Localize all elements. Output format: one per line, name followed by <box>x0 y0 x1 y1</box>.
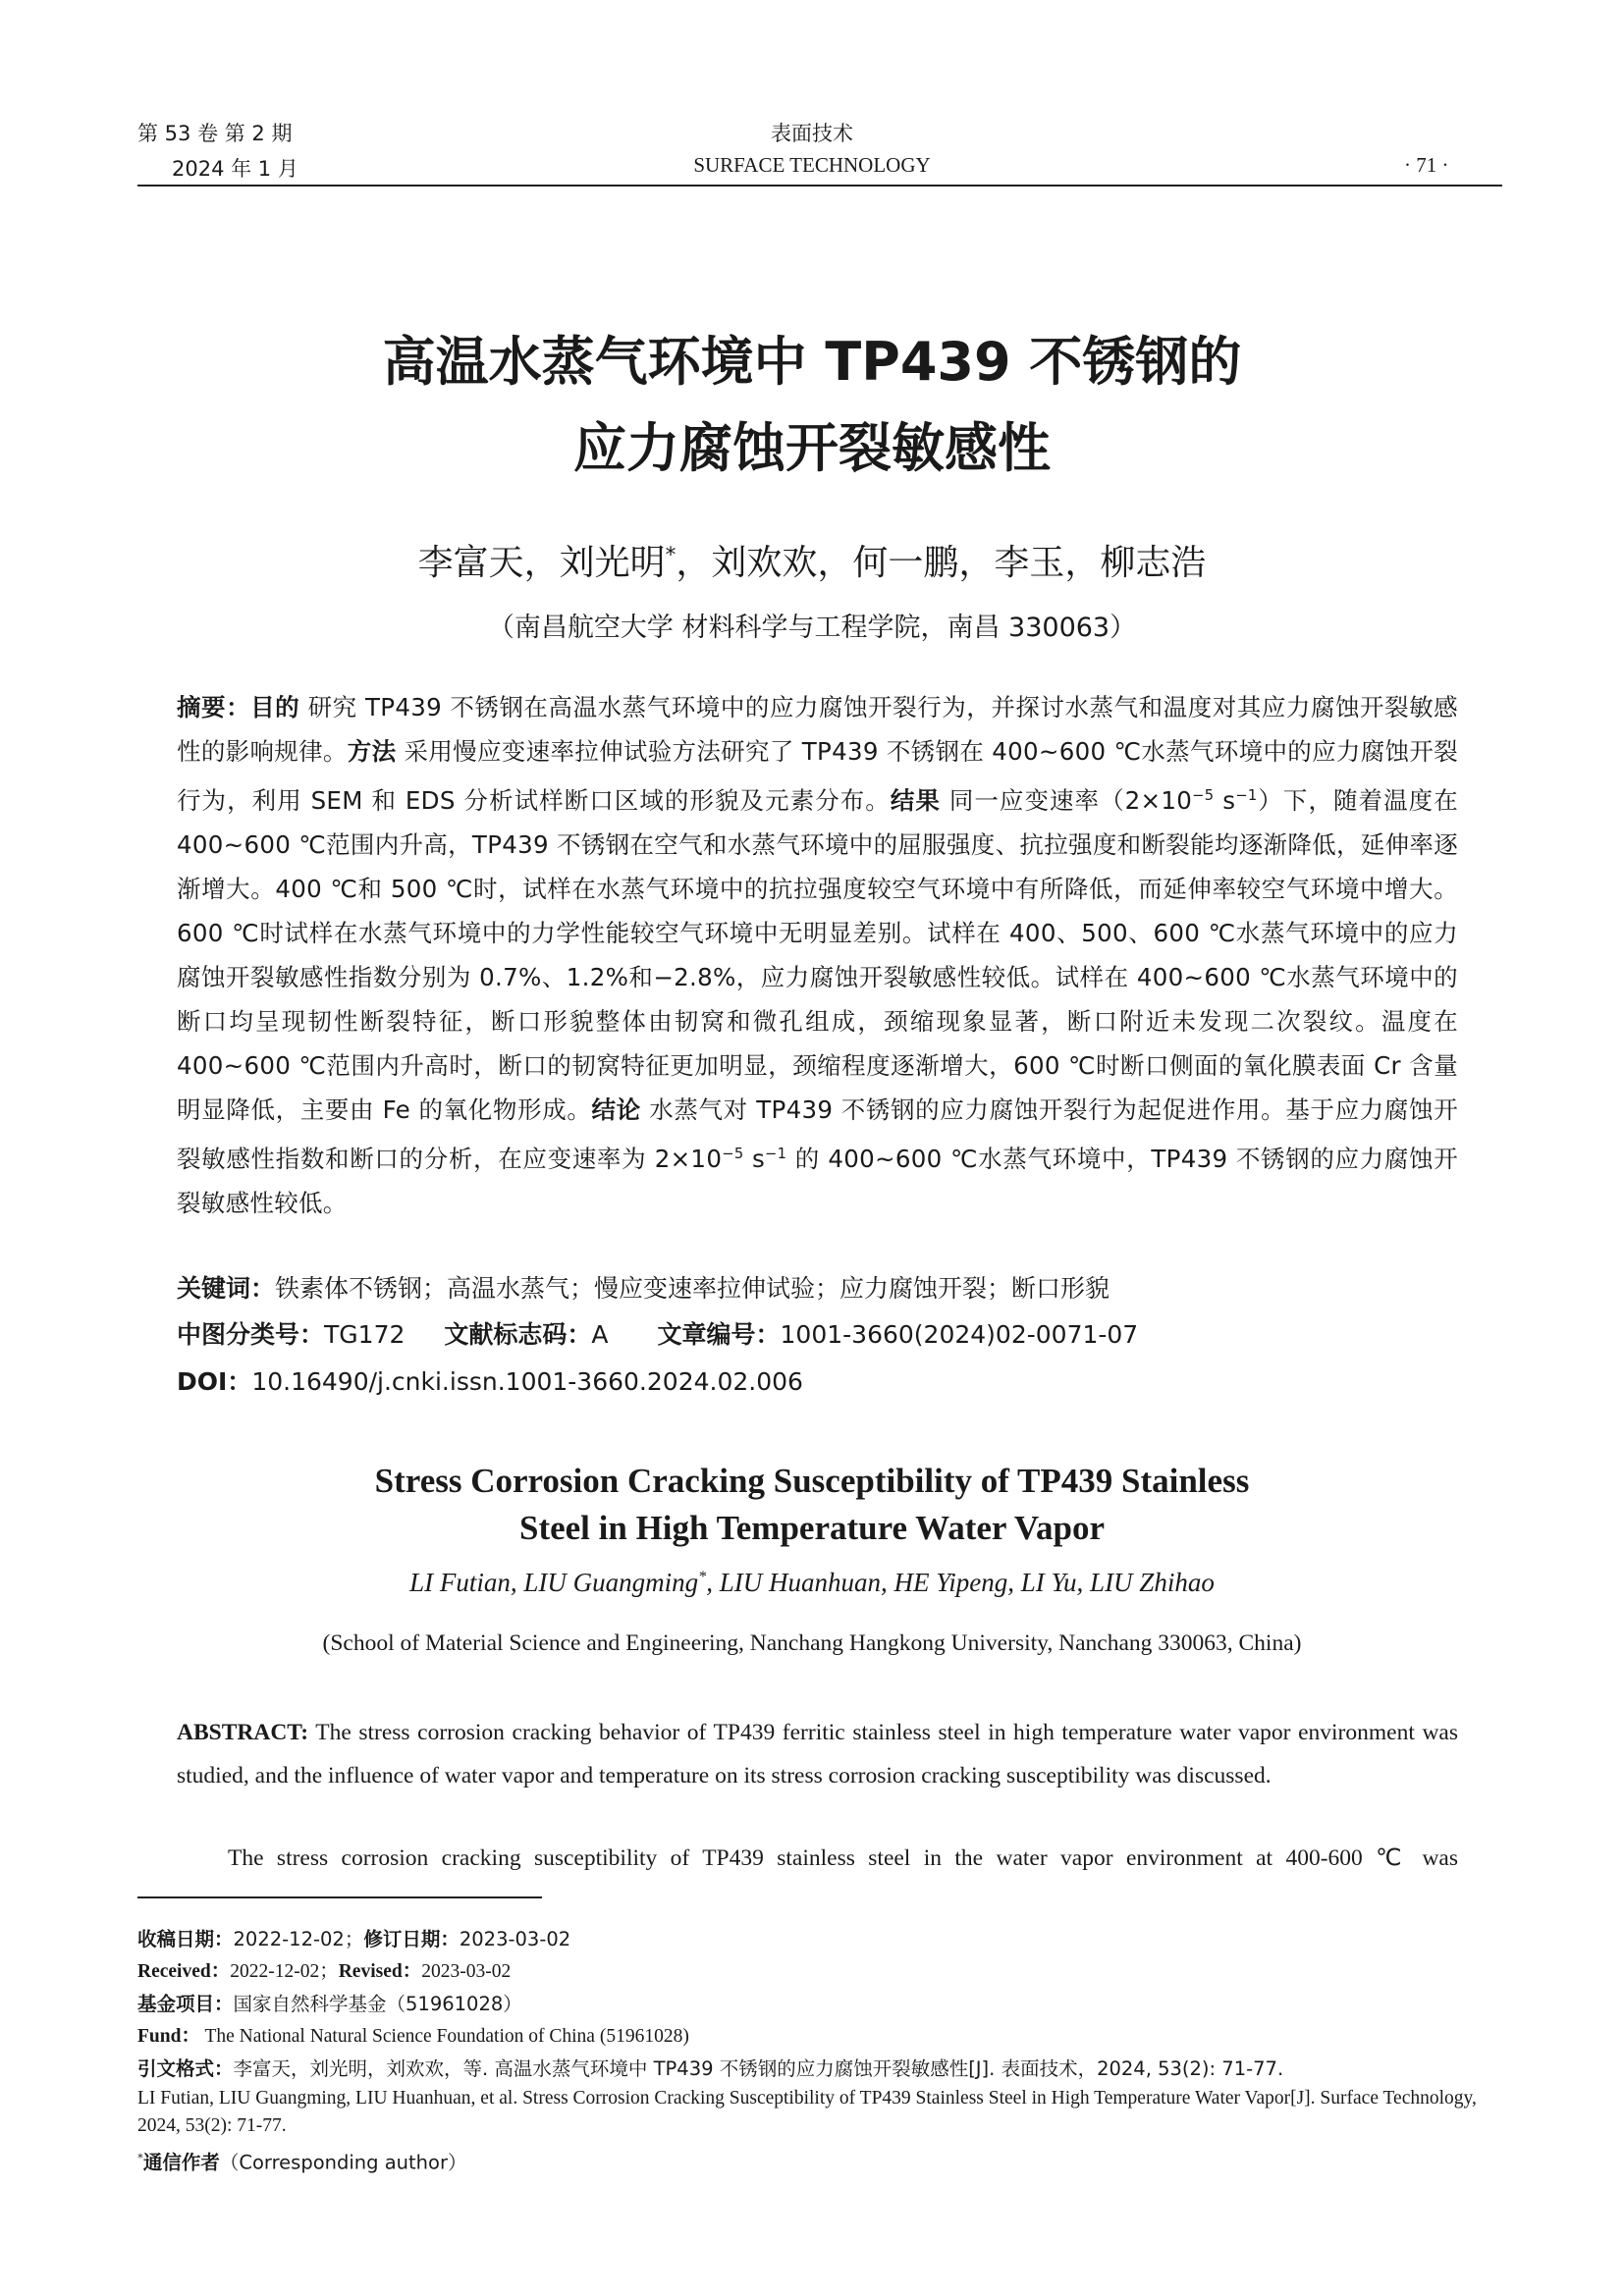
footnote-received-cn <box>137 1926 570 1953</box>
title-cn-line1: 高温水蒸气环境中 TP439 不锈钢的 <box>382 331 1242 393</box>
citation-cn-label: 引文格式： <box>137 2057 234 2080</box>
fund-en-value: The National Natural Science Foundation of China (51961028) <box>204 2026 689 2047</box>
received-cn-value: 2022-12-02； <box>233 1928 364 1950</box>
authors-cn <box>0 535 1624 585</box>
corresponding-mark-footnote: * <box>137 2151 143 2164</box>
header-journal-cn: 表面技术 <box>771 122 853 145</box>
title-cn-line2: 应力腐蚀开裂敏感性 <box>573 417 1051 479</box>
result-label: 结果 <box>890 786 941 816</box>
title-en-line2: Steel in High Temperature Water Vapor <box>518 1509 1105 1547</box>
result-text-b: s <box>1214 786 1236 816</box>
abstract-cn-label: 摘要： <box>177 693 251 721</box>
revised-cn-value: 2023-03-02 <box>459 1928 571 1950</box>
abstract-en-label: ABSTRACT: <box>177 1720 309 1745</box>
footnote-citation-cn <box>137 2056 1283 2083</box>
result-exp2: −1 <box>1235 787 1258 804</box>
header-rule <box>137 185 1502 187</box>
abstract-en-p2: The stress corrosion cracking susceptibility of TP439 stainless steel in the water vapor environment at 400-600 ℃ was <box>228 1845 1458 1871</box>
revised-cn-label: 修订日期： <box>363 1928 460 1950</box>
conclusion-text-b: s <box>743 1145 766 1174</box>
method-label: 方法 <box>347 737 397 766</box>
abstract-cn <box>177 685 1458 1225</box>
title-en-line1: Stress Corrosion Cracking Susceptibility of TP439 Stainless <box>374 1462 1250 1500</box>
affiliation-en: (School of Material Science and Engineering, Nanchang Hangkong University, Nanchang 330063, China) <box>322 1630 1302 1656</box>
abstract-en-p1 <box>177 1711 1458 1797</box>
fund-cn-value: 国家自然科学基金（51961028） <box>233 1993 522 2015</box>
page-title-cn <box>0 319 1624 492</box>
doc-code-value: A <box>591 1320 609 1349</box>
classification-line <box>177 1315 1138 1351</box>
clc-label: 中图分类号： <box>177 1320 325 1349</box>
footnote-received-en <box>137 1958 511 1986</box>
purpose-text: 研究 TP439 不锈钢在高温水蒸气环境中的应力腐蚀开裂行为，并探讨水蒸气和温度对其应力腐蚀开裂敏感性的影响规律。 <box>177 693 1458 766</box>
authors-en <box>0 1568 1624 1598</box>
footnote-corresponding <box>137 2144 466 2177</box>
abstract-en-text-1: The stress corrosion cracking behavior of TP439 ferritic stainless steel in high temperature water vapor environment was studied, and the influence of water vapor and temperature on its stress corrosion cracking susceptibility was discussed. <box>177 1720 1458 1789</box>
footnote-citation-en: LI Futian, LIU Guangming, LIU Huanhuan, et al. Stress Corrosion Cracking Susceptibility of TP439 Stainless Steel in High Temperature Water Vapor[J]. Surface Technology, 2024, 53(2): 71-77. <box>137 2088 1477 2136</box>
authors-en-first: LI Futian, LIU Guangming <box>409 1568 699 1597</box>
received-cn-label: 收稿日期： <box>137 1928 234 1950</box>
affiliation-cn: （南昌航空大学 材料科学与工程学院，南昌 330063） <box>487 613 1137 643</box>
conclusion-exp2: −1 <box>765 1146 787 1163</box>
footnote-fund-cn <box>137 1991 522 2018</box>
keywords-text: 铁素体不锈钢；高温水蒸气；慢应变速率拉伸试验；应力腐蚀开裂；断口形貌 <box>275 1274 1110 1303</box>
header-volume: 第 53 卷 第 2 期 <box>137 122 293 145</box>
conclusion-exp1: −5 <box>722 1146 744 1163</box>
header-journal-en: SURFACE TECHNOLOGY <box>693 153 931 177</box>
conclusion-text-c: 的 400~600 ℃水蒸气环境中，TP439 不锈钢的应力腐蚀开裂敏感性较低。 <box>177 1145 1459 1218</box>
authors-cn-rest: ，刘欢欢，何一鹏，李玉，柳志浩 <box>676 543 1207 583</box>
fund-cn-label: 基金项目： <box>137 1993 234 2015</box>
keywords-label: 关键词： <box>177 1274 276 1303</box>
footnote-rule <box>137 1896 542 1898</box>
received-en-label: Received： <box>137 1961 231 1982</box>
article-no-value: 1001-3660(2024)02-0071-07 <box>780 1320 1139 1349</box>
article-no-label: 文章编号： <box>657 1320 781 1349</box>
purpose-label: 目的 <box>250 693 300 721</box>
doi-label: DOI： <box>177 1367 252 1396</box>
received-en-value: 2022-12-02； <box>230 1961 339 1982</box>
result-text-a: 同一应变速率（2×10 <box>948 786 1193 816</box>
clc-value: TG172 <box>324 1320 406 1349</box>
conclusion-label: 结论 <box>591 1095 641 1125</box>
page-title-en <box>0 1458 1624 1552</box>
header-date: 2024 年 1 月 <box>172 157 298 181</box>
authors-en-rest: , LIU Huanhuan, HE Yipeng, LI Yu, LIU Zhihao <box>706 1568 1215 1597</box>
corresponding-mark-en: * <box>698 1568 707 1585</box>
authors-cn-first: 李富天，刘光明 <box>417 543 666 583</box>
result-exp1: −5 <box>1192 787 1215 804</box>
doc-code-label: 文献标志码： <box>444 1320 592 1349</box>
footnote-fund-en <box>137 2023 689 2051</box>
corresponding-en: （Corresponding author） <box>219 2151 467 2174</box>
corresponding-mark-cn: * <box>665 543 677 567</box>
conclusion-text-a: 水蒸气对 TP439 不锈钢的应力腐蚀开裂行为起促进作用。基于应力腐蚀开裂敏感性指数和断口的分析，在应变速率为 2×10 <box>177 1095 1458 1174</box>
keywords <box>177 1269 1110 1305</box>
revised-en-label: Revised： <box>338 1961 422 1982</box>
method-text: 采用慢应变速率拉伸试验方法研究了 TP439 不锈钢在 400~600 ℃水蒸气环境中的应力腐蚀开裂行为，利用 SEM 和 EDS 分析试样断口区域的形貌及元素分布。 <box>177 737 1458 816</box>
revised-en-value: 2023-03-02 <box>421 1961 512 1982</box>
result-text-c: ）下，随着温度在 400~600 ℃范围内升高，TP439 不锈钢在空气和水蒸气环境中的屈服强度、抗拉强度和断裂能均逐渐降低，延伸率逐渐增大。400 ℃和 500 ℃时，试样在水蒸气环境中的抗拉强度较空气环境中有所降低，而延伸率较空气环境中增大。600 ℃时试样在水蒸气环境中的力学性能较空气环境中无明显差别。试样在 400、500、600 ℃水蒸气环境中的应力腐蚀开裂敏感性指数分别为 0.7%、1.2%和−2.8%，应力腐蚀开裂敏感性较低。试样在 400~600 ℃水蒸气环境中的断口均呈现韧性断裂特征，断口形貌整体由韧窝和微孔组成，颈缩现象显著，断口附近未发现二次裂纹。温度在 400~600 ℃范围内升高时，断口的韧窝特征更加明显，颈缩程度逐渐增大，600 ℃时断口侧面的氧化膜表面 Cr 含量明显降低，主要由 Fe 的氧化物形成。 <box>177 786 1458 1125</box>
doi-value: 10.16490/j.cnki.issn.1001-3660.2024.02.006 <box>251 1367 803 1396</box>
corresponding-cn: 通信作者 <box>142 2151 220 2174</box>
header-page-number: · 71 · <box>1404 153 1449 177</box>
citation-cn-value: 李富天，刘光明，刘欢欢，等. 高温水蒸气环境中 TP439 不锈钢的应力腐蚀开裂敏感性[J]. 表面技术，2024, 53(2): 71-77. <box>233 2057 1284 2080</box>
doi-line <box>177 1362 803 1398</box>
fund-en-label: Fund： <box>137 2026 200 2047</box>
